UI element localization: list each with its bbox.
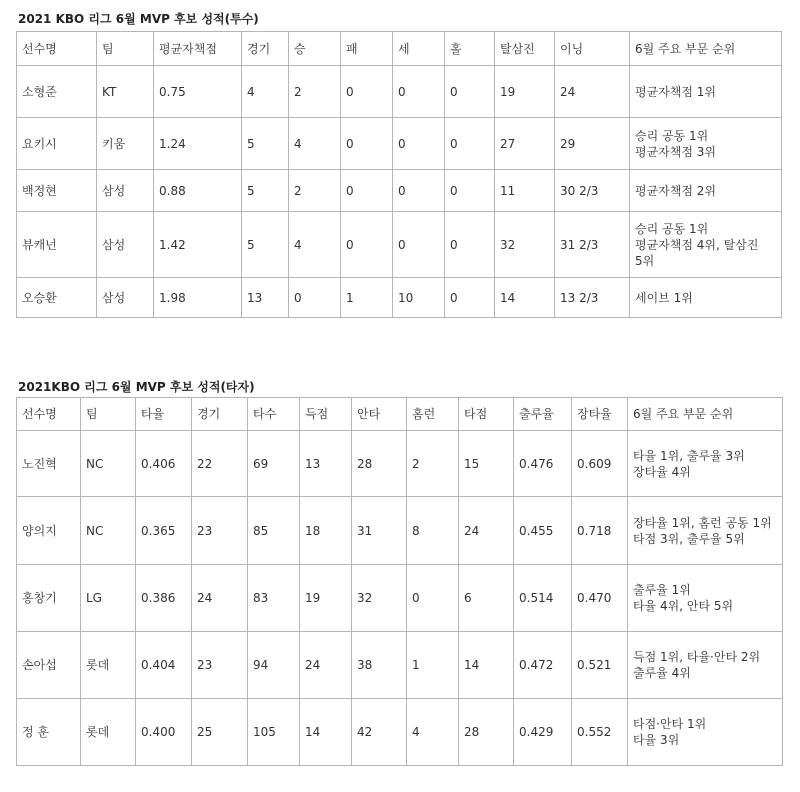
table-cell: 13 xyxy=(300,431,352,497)
table-cell: 24 xyxy=(459,497,514,565)
header-cell: 타수 xyxy=(248,398,300,431)
table-cell: 0.365 xyxy=(136,497,192,565)
table-row xyxy=(17,278,782,318)
table-cell: 14 xyxy=(495,278,555,318)
table-cell: 0 xyxy=(341,170,393,212)
table-cell: 2 xyxy=(407,431,459,497)
table-cell: 4 xyxy=(407,699,459,766)
table-cell: 24 xyxy=(300,632,352,699)
table-cell: 23 xyxy=(192,497,248,565)
table-cell: 1.24 xyxy=(154,118,242,170)
table-cell: 10 xyxy=(393,278,445,318)
header-cell: 평균자책점 xyxy=(154,32,242,66)
table-cell: 0.455 xyxy=(514,497,572,565)
table-cell: 27 xyxy=(495,118,555,170)
table-cell: 1 xyxy=(407,632,459,699)
table-cell: 0.429 xyxy=(514,699,572,766)
table-cell: 29 xyxy=(555,118,630,170)
table-cell: 오승환 xyxy=(17,278,97,318)
table-cell: 11 xyxy=(495,170,555,212)
table-cell: 0 xyxy=(341,66,393,118)
header-cell: 타율 xyxy=(136,398,192,431)
table-cell: 8 xyxy=(407,497,459,565)
table-cell: 0.406 xyxy=(136,431,192,497)
table-cell: 0 xyxy=(393,66,445,118)
table-cell: 22 xyxy=(192,431,248,497)
table-cell: 19 xyxy=(495,66,555,118)
table-cell: 홍창기 xyxy=(17,565,81,632)
table-cell: 25 xyxy=(192,699,248,766)
table-cell: 4 xyxy=(289,118,341,170)
table-cell: 소형준 xyxy=(17,66,97,118)
table-cell: 38 xyxy=(352,632,407,699)
table-cell: 28 xyxy=(352,431,407,497)
table-cell: 14 xyxy=(300,699,352,766)
header-cell: 홀 xyxy=(445,32,495,66)
batter-header-row xyxy=(17,398,783,431)
table-cell: 4 xyxy=(242,66,289,118)
table-cell: 5 xyxy=(242,212,289,278)
table-cell: 백정현 xyxy=(17,170,97,212)
header-cell: 장타율 xyxy=(572,398,628,431)
table-cell: 69 xyxy=(248,431,300,497)
table-cell: 0.386 xyxy=(136,565,192,632)
header-cell: 이닝 xyxy=(555,32,630,66)
table-cell: 31 xyxy=(352,497,407,565)
table-cell: 31 2/3 xyxy=(555,212,630,278)
table-cell: 18 xyxy=(300,497,352,565)
table-cell: 0 xyxy=(341,118,393,170)
table-cell: 32 xyxy=(495,212,555,278)
table-cell: 정 훈 xyxy=(17,699,81,766)
table-cell: 0.400 xyxy=(136,699,192,766)
table-cell: 손아섭 xyxy=(17,632,81,699)
header-cell: 6월 주요 부문 순위 xyxy=(628,398,783,431)
table-cell: 2 xyxy=(289,66,341,118)
table-row xyxy=(17,431,783,497)
table-cell: 5 xyxy=(242,170,289,212)
table-cell: 평균자책점 1위 xyxy=(630,66,782,118)
table-cell: 승리 공동 1위 평균자책점 4위, 탈삼진 5위 xyxy=(630,212,782,278)
header-cell: 타점 xyxy=(459,398,514,431)
table-cell: 0 xyxy=(393,170,445,212)
batter-table-title: 2021KBO 리그 6월 MVP 후보 성적(타자) xyxy=(18,380,255,394)
table-cell: NC xyxy=(81,431,136,497)
table-cell: 0 xyxy=(289,278,341,318)
table-cell: 0.88 xyxy=(154,170,242,212)
pitcher-stats-table xyxy=(16,31,782,318)
table-cell: 19 xyxy=(300,565,352,632)
table-cell: 양의지 xyxy=(17,497,81,565)
table-cell: 출루율 1위 타율 4위, 안타 5위 xyxy=(628,565,783,632)
header-cell: 경기 xyxy=(242,32,289,66)
table-cell: 롯데 xyxy=(81,632,136,699)
table-cell: 14 xyxy=(459,632,514,699)
table-row xyxy=(17,170,782,212)
table-cell: 0.521 xyxy=(572,632,628,699)
header-cell: 6월 주요 부문 순위 xyxy=(630,32,782,66)
table-cell: 타율 1위, 출루율 3위 장타율 4위 xyxy=(628,431,783,497)
table-cell: 13 xyxy=(242,278,289,318)
table-cell: 0.75 xyxy=(154,66,242,118)
table-cell: 4 xyxy=(289,212,341,278)
table-row xyxy=(17,632,783,699)
table-cell: 94 xyxy=(248,632,300,699)
header-cell: 세 xyxy=(393,32,445,66)
table-cell: 0 xyxy=(445,212,495,278)
table-cell: LG xyxy=(81,565,136,632)
table-cell: 28 xyxy=(459,699,514,766)
header-cell: 팀 xyxy=(97,32,154,66)
table-cell: 0 xyxy=(407,565,459,632)
header-cell: 팀 xyxy=(81,398,136,431)
table-cell: 0.470 xyxy=(572,565,628,632)
table-cell: 5 xyxy=(242,118,289,170)
table-cell: 득점 1위, 타율·안타 2위 출루율 4위 xyxy=(628,632,783,699)
table-cell: 평균자책점 2위 xyxy=(630,170,782,212)
header-cell: 홈런 xyxy=(407,398,459,431)
header-cell: 패 xyxy=(341,32,393,66)
table-cell: 32 xyxy=(352,565,407,632)
table-cell: 0 xyxy=(445,118,495,170)
batter-stats-table xyxy=(16,397,783,766)
table-cell: 0.514 xyxy=(514,565,572,632)
table-row xyxy=(17,118,782,170)
table-cell: 0 xyxy=(393,212,445,278)
table-cell: 85 xyxy=(248,497,300,565)
table-cell: 승리 공동 1위 평균자책점 3위 xyxy=(630,118,782,170)
table-cell: 1.98 xyxy=(154,278,242,318)
header-cell: 경기 xyxy=(192,398,248,431)
table-cell: 23 xyxy=(192,632,248,699)
table-cell: 삼성 xyxy=(97,278,154,318)
table-cell: 0 xyxy=(393,118,445,170)
table-row xyxy=(17,212,782,278)
table-cell: 83 xyxy=(248,565,300,632)
table-cell: 타점·안타 1위 타율 3위 xyxy=(628,699,783,766)
table-cell: 삼성 xyxy=(97,212,154,278)
table-cell: 1.42 xyxy=(154,212,242,278)
table-row xyxy=(17,699,783,766)
table-cell: 0.718 xyxy=(572,497,628,565)
header-cell: 탈삼진 xyxy=(495,32,555,66)
table-cell: 요키시 xyxy=(17,118,97,170)
table-cell: 뷰캐넌 xyxy=(17,212,97,278)
table-cell: NC xyxy=(81,497,136,565)
table-cell: 6 xyxy=(459,565,514,632)
header-cell: 선수명 xyxy=(17,32,97,66)
table-cell: 30 2/3 xyxy=(555,170,630,212)
table-cell: 키움 xyxy=(97,118,154,170)
table-cell: 삼성 xyxy=(97,170,154,212)
table-cell: 0 xyxy=(445,278,495,318)
table-cell: 2 xyxy=(289,170,341,212)
table-cell: 0.472 xyxy=(514,632,572,699)
header-cell: 승 xyxy=(289,32,341,66)
pitcher-header-row xyxy=(17,32,782,66)
table-cell: 24 xyxy=(192,565,248,632)
table-cell: 105 xyxy=(248,699,300,766)
table-cell: 0.476 xyxy=(514,431,572,497)
pitcher-table-title: 2021 KBO 리그 6월 MVP 후보 성적(투수) xyxy=(18,12,259,26)
header-cell: 출루율 xyxy=(514,398,572,431)
table-row xyxy=(17,565,783,632)
table-cell: 노진혁 xyxy=(17,431,81,497)
table-cell: 24 xyxy=(555,66,630,118)
table-cell: 13 2/3 xyxy=(555,278,630,318)
table-cell: 42 xyxy=(352,699,407,766)
table-row xyxy=(17,66,782,118)
header-cell: 안타 xyxy=(352,398,407,431)
table-cell: 장타율 1위, 홈런 공동 1위 타점 3위, 출루율 5위 xyxy=(628,497,783,565)
table-cell: 롯데 xyxy=(81,699,136,766)
table-cell: 세이브 1위 xyxy=(630,278,782,318)
table-cell: 0 xyxy=(341,212,393,278)
table-cell: 0.552 xyxy=(572,699,628,766)
table-row xyxy=(17,497,783,565)
header-cell: 선수명 xyxy=(17,398,81,431)
table-cell: 0 xyxy=(445,66,495,118)
table-cell: 0.609 xyxy=(572,431,628,497)
table-cell: 0 xyxy=(445,170,495,212)
header-cell: 득점 xyxy=(300,398,352,431)
table-cell: 0.404 xyxy=(136,632,192,699)
table-cell: KT xyxy=(97,66,154,118)
table-cell: 15 xyxy=(459,431,514,497)
table-cell: 1 xyxy=(341,278,393,318)
